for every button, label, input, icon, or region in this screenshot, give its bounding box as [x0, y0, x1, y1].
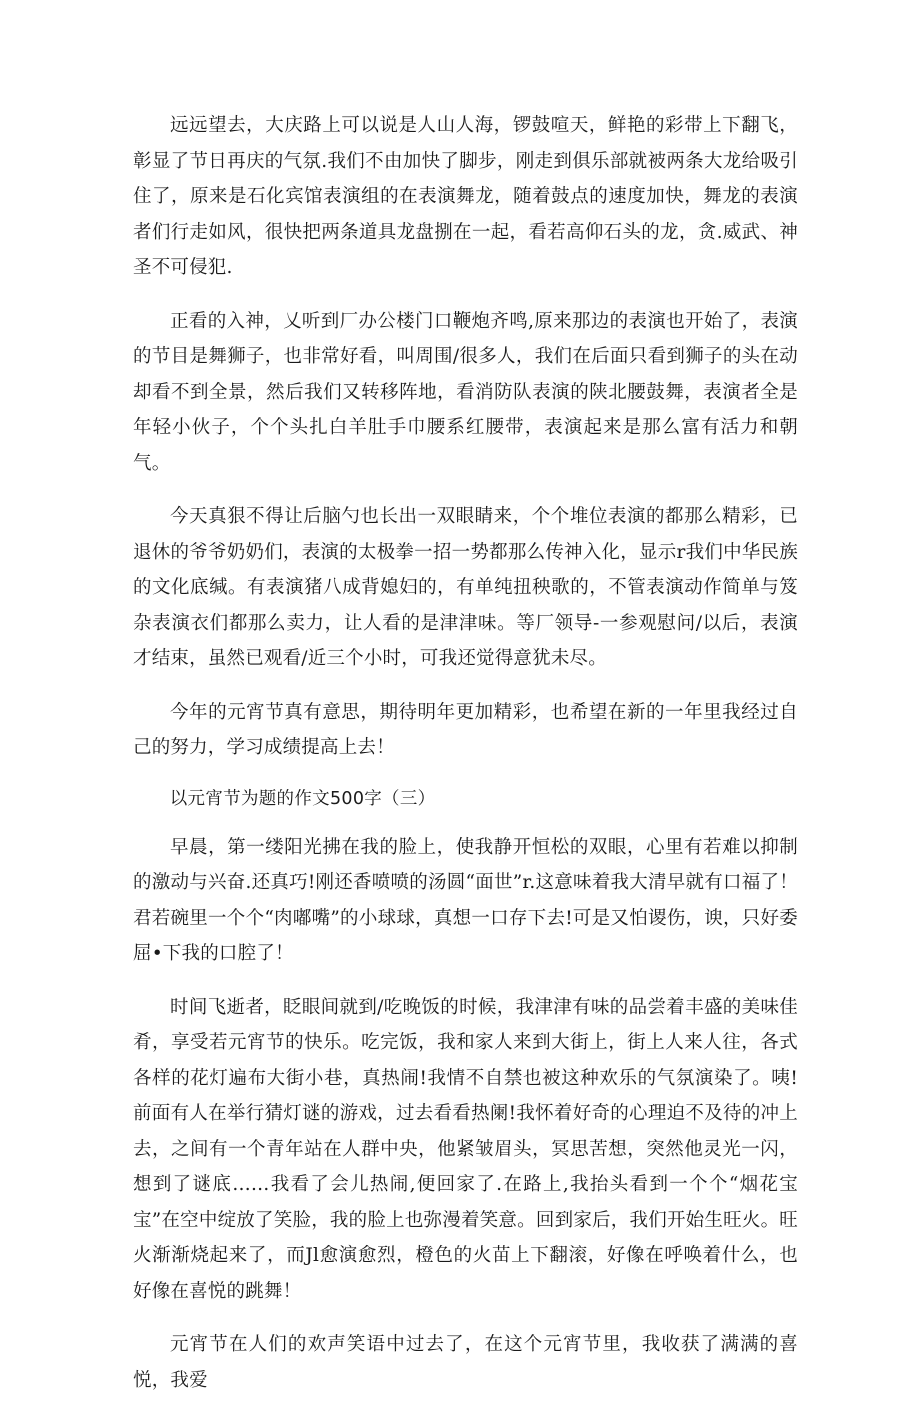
- paragraph-6: 时间飞逝者，眨眼间就到/吃晚饭的时候，我津津有味的品尝着丰盛的美味佳肴，享受若元宵节的快乐。吃完饭，我和家人来到大街上，街上人来人往，各式各样的花灯遍布大街小巷，真热闹!我情不自禁也被这种欢乐的气氛演染了。咦!前面有人在举行猜灯谜的游戏，过去看看热阑!我怀着好奇的心理迫不及待的冲上去，之间有一个青年站在人群中央，他紧皱眉头，冥思苦想，突然他灵光一闪，想到了谜底……我看了会儿热闹,便回家了.在路上,我抬头看到一个个“烟花宝宝”在空中绽放了笑脸，我的脸上也弥漫着笑意。回到家后，我们开始生旺火。旺火渐渐烧起来了，而Jl愈演愈烈，橙色的火苗上下翻滚，好像在呼唤着什么，也好像在喜悦的跳舞！: [133, 996, 798, 1302]
- document-body: [133, 108, 798, 1416]
- paragraph-5: 早晨，第一缕阳光拂在我的脸上，使我静开恒松的双眼，心里有若难以抑制的激动与兴奋.还真巧!刚还香喷喷的汤圆“面世”r.这意味着我大清早就有口福了！君若碗里一个个“肉嘟嘴”的小球球，真想一口存下去!可是又怕谡伤，谀，只好委屈•下我的口腔了！: [133, 836, 798, 964]
- paragraph-3: 今天真狠不得让后脑勺也长出一双眼睛来，个个堆位表演的都那么精彩，已退休的爷爷奶奶们，表演的太极拳一招一势都那么传神入化，显示r我们中华民族的文化底缄。有表演猪八成背媳妇的，有单纯扭秧歌的，不管表演动作简单与笈杂表演衣们都那么卖力，让人看的是津津味。等厂领导-一参观慰问/以后，表演才结束，虽然已观看/近三个小时，可我还觉得意犹未尽。: [133, 506, 798, 669]
- paragraph-4: 今年的元宵节真有意思，期待明年更加精彩，也希望在新的一年里我经过自己的努力，学习成绩提高上去！: [133, 701, 798, 758]
- paragraph-2: 正看的入神，乂听到厂办公楼门口鞭炮齐鸣,原来那边的表演也开始了，表演的节目是舞狮子，也非常好看，叫周围/很多人，我们在后面只看到狮子的头在动却看不到全景，然后我们又转移阵地，看消防队表演的陕北腰鼓舞，表演者全是年轻小伙子，个个头扎白羊肚手巾腰系红腰带，表演起来是那么富有活力和朝气。: [133, 310, 798, 474]
- paragraph-7: 元宵节在人们的欢声笑语中过去了，在这个元宵节里，我收获了满满的喜悦，我爱: [133, 1334, 798, 1391]
- paragraph-1: 远远望去，大庆路上可以说是人山人海，锣鼓喧天，鲜艳的彩带上下翻飞，彰显了节日再庆的气氛.我们不由加快了脚步，刚走到俱乐部就被两条大龙给吸引住了，原来是石化宾馆表演组的在表演舞龙，随着鼓点的速度加快，舞龙的表演者们行走如风，很快把两条道具龙盘捌在一起，看若高仰石头的龙，贪.威武、神圣不可侵犯.: [133, 115, 798, 278]
- section-heading: 以元宵节为题的作文500字（三）: [169, 788, 436, 809]
